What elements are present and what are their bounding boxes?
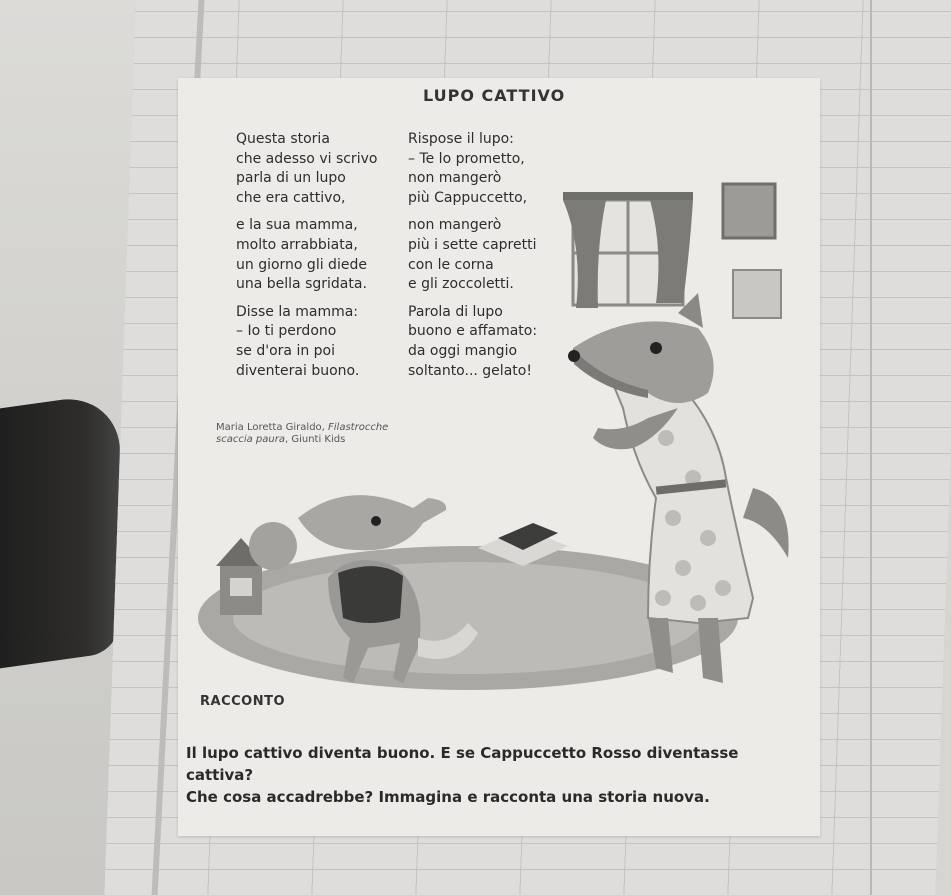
poem-title: LUPO CATTIVO (423, 86, 566, 105)
poem-line: Rispose il lupo: (408, 131, 514, 147)
toy-ball (249, 522, 297, 570)
prompt-line: cattiva? (186, 766, 254, 784)
section-label: RACCONTO (200, 694, 286, 709)
stanza-gap (236, 208, 377, 216)
credit-book-title: Filastrocche (328, 422, 389, 433)
dark-object (0, 392, 120, 669)
poem-line: Disse la mamma: (236, 303, 359, 320)
poem-line: soltanto... gelato! (408, 362, 532, 379)
writing-prompt (186, 742, 738, 808)
poem-line: un giorno gli diede (236, 256, 367, 273)
margin-line (870, 0, 872, 895)
poem-line: non mangerò (408, 170, 502, 187)
poem-line: Parola di lupo (408, 303, 503, 320)
prompt-line: Il lupo cattivo diventa buono. E se Cappuccetto Rosso diventasse (186, 744, 739, 762)
poem-column-left (236, 130, 377, 381)
poem-line: più i sette capretti (408, 236, 537, 253)
stanza-gap (408, 208, 537, 216)
poem-line: se d'ora in poi (236, 342, 335, 359)
stanza-gap (408, 295, 537, 303)
poem-line: una bella sgridata. (236, 276, 367, 293)
poem-line: parla di un lupo (236, 170, 346, 187)
poem-credit (216, 422, 388, 446)
poem-line: più Cappuccetto, (408, 189, 528, 206)
poem-line: che era cattivo, (236, 189, 346, 206)
poem-line: Questa storia (236, 131, 330, 147)
poem-column-right (408, 130, 537, 381)
poem-line: – Io ti perdono (236, 323, 337, 340)
wall-picture (723, 184, 775, 238)
poem-line: da oggi mangio (408, 342, 518, 359)
poem-line: molto arrabbiata, (236, 236, 358, 253)
stanza-gap (236, 295, 377, 303)
poem-line: con le corna (408, 256, 494, 273)
poem-line: buono e affamato: (408, 323, 538, 340)
poem-line: che adesso vi scrivo (236, 150, 378, 167)
poem-line: non mangerò (408, 217, 502, 234)
credit-book-title-cont: scaccia paura (216, 434, 285, 445)
credit-publisher: , Giunti Kids (284, 434, 346, 445)
poem-line: e gli zoccoletti. (408, 276, 514, 293)
window (563, 192, 693, 308)
poem-line: diventerai buono. (236, 362, 360, 379)
prompt-line: Che cosa accadrebbe? Immagina e racconta una storia nuova. (186, 788, 710, 806)
worksheet (178, 78, 820, 836)
credit-author: Maria Loretta Giraldo, (216, 422, 329, 433)
poem-line: e la sua mamma, (236, 217, 358, 234)
poem-line: – Te lo prometto, (408, 150, 525, 167)
wall-picture (733, 270, 781, 318)
